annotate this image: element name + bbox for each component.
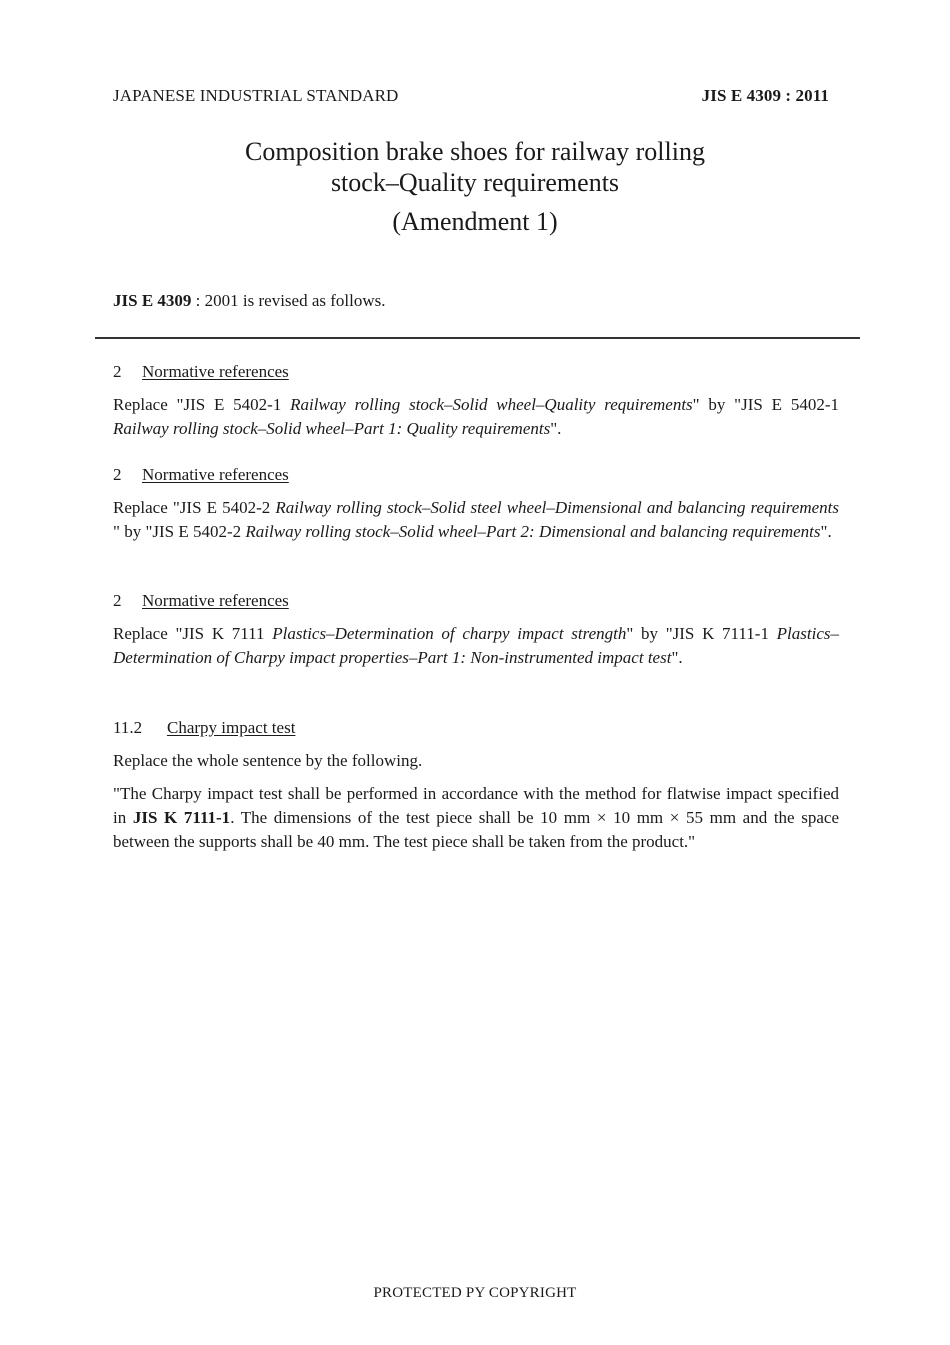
- replacement-text: [113, 782, 839, 854]
- section-heading: [113, 716, 839, 740]
- text-run: " by "JIS K 7111-1: [626, 624, 777, 643]
- revision-intro: [113, 291, 386, 311]
- section-normative-references-2: [113, 463, 839, 553]
- old-title: Railway rolling stock–Solid wheel–Quality requirements: [290, 395, 693, 414]
- revision-note: : 2001 is revised as follows.: [191, 291, 386, 310]
- old-title: Railway rolling stock–Solid steel wheel–Dimensional and balancing requirements: [275, 498, 839, 517]
- revised-standard: JIS E 4309: [113, 291, 192, 310]
- standard-number: JIS E 4309 : 2011: [701, 86, 829, 105]
- new-title: Railway rolling stock–Solid wheel–Part 2: Dimensional and balancing requirements: [245, 522, 821, 541]
- text-run: "The Charpy impact test shall be performed in accordance with the method for flatwise impact specified in: [113, 784, 839, 827]
- section-heading: [113, 463, 839, 487]
- instruction-text: Replace the whole sentence by the following.: [113, 751, 423, 770]
- amendment-label: (Amendment 1): [392, 207, 558, 236]
- referenced-standard: JIS K 7111-1: [132, 808, 231, 827]
- section-normative-references-3: [113, 589, 839, 679]
- text-run: ".: [550, 419, 562, 438]
- text-run: ".: [820, 522, 832, 541]
- section-body: [113, 393, 839, 441]
- divider-rule: [95, 337, 860, 339]
- section-number: 2: [113, 362, 122, 381]
- section-heading: [113, 589, 839, 613]
- section-title: Charpy impact test: [167, 718, 296, 737]
- old-title: Plastics–Determination of charpy impact strength: [272, 624, 627, 643]
- section-body: [113, 622, 839, 670]
- new-title: Railway rolling stock–Solid wheel–Part 1: Quality requirements: [113, 419, 551, 438]
- copyright-footer: PROTECTED PY COPYRIGHT: [373, 1285, 577, 1301]
- text-run: . The dimensions of the test piece shall be 10 mm × 10 mm × 55 mm and the space between the supports shall be 40 mm. The test piece shall be taken from the product.": [113, 808, 839, 851]
- text-run: " by "JIS E 5402-2: [113, 522, 246, 541]
- document-title: [0, 136, 950, 237]
- section-heading: [113, 360, 839, 384]
- text-run: " by "JIS E 5402-1: [692, 395, 839, 414]
- section-charpy-impact-test: [113, 716, 839, 863]
- text-run: ".: [671, 648, 683, 667]
- publisher-label: JAPANESE INDUSTRIAL STANDARD: [113, 86, 399, 105]
- section-number: 2: [113, 591, 122, 610]
- text-run: Replace "JIS K 7111: [113, 624, 273, 643]
- page-header: [113, 86, 829, 106]
- text-run: Replace "JIS E 5402-1: [113, 395, 291, 414]
- section-number: 11.2: [113, 718, 143, 737]
- section-title: Normative references: [142, 465, 289, 484]
- section-title: Normative references: [142, 362, 289, 381]
- title-line-1: Composition brake shoes for railway rolling: [245, 137, 705, 166]
- section-title: Normative references: [142, 591, 289, 610]
- section-number: 2: [113, 465, 122, 484]
- new-title: Plastics–Determination of Charpy impact properties–Part 1: Non-instrumented impact test: [113, 624, 839, 667]
- title-line-2: stock–Quality requirements: [330, 168, 620, 197]
- section-normative-references-1: [113, 360, 839, 450]
- text-run: Replace "JIS E 5402-2: [113, 498, 276, 517]
- section-body: [113, 496, 839, 544]
